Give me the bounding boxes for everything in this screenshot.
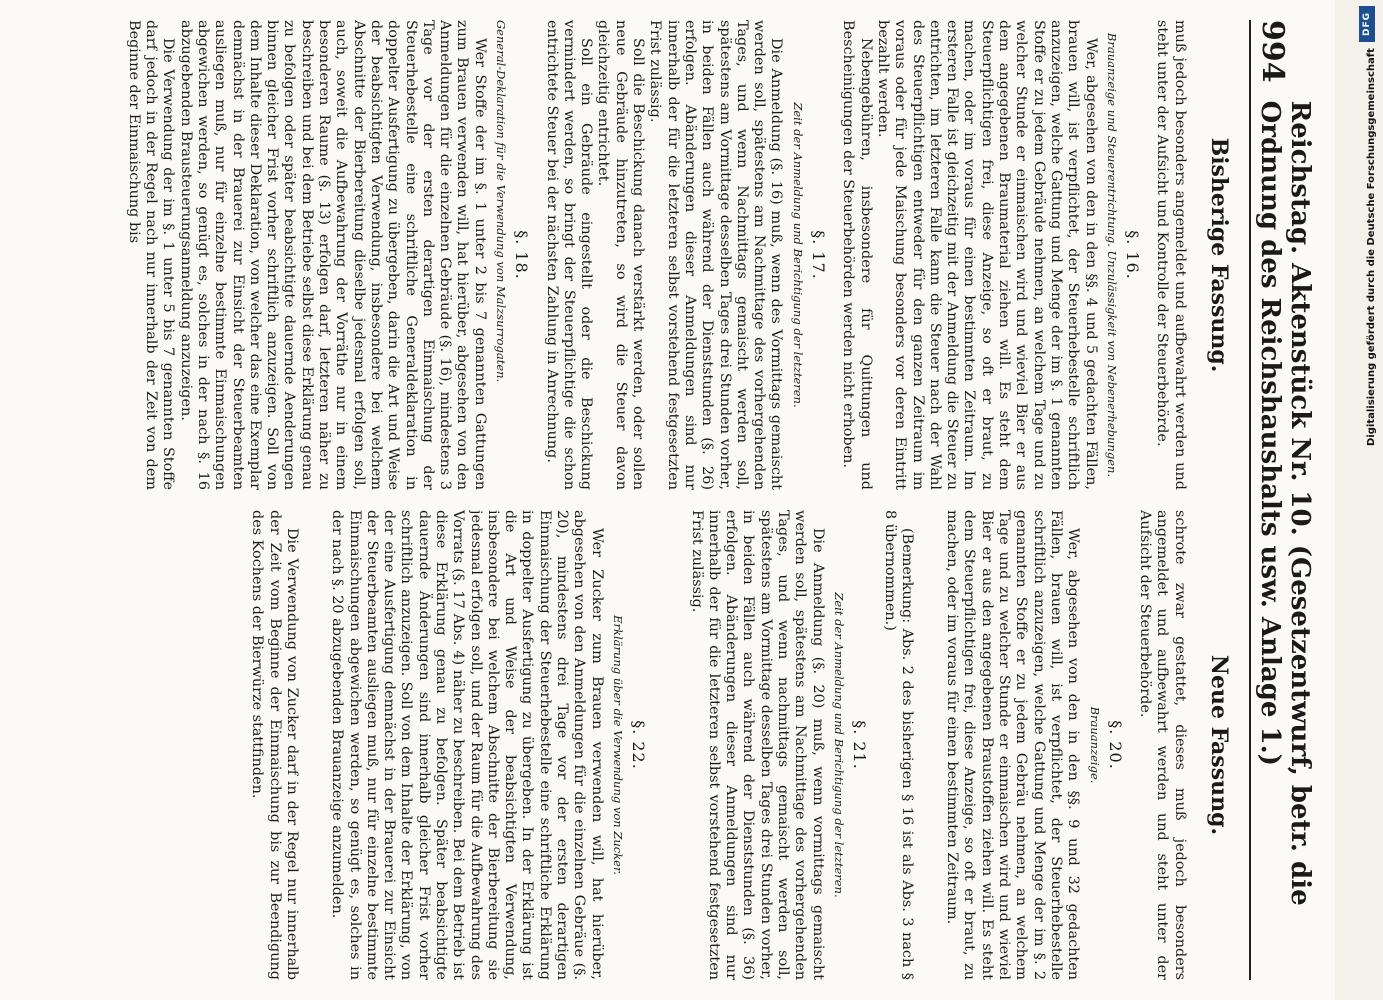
section-heading: §. 16. — [1123, 230, 1143, 280]
column-new-version — [20, 510, 1235, 980]
column-previous-version — [20, 20, 1235, 490]
section-subtitle: General-Deklaration für die Verwendung von Malzsurrogaten. — [494, 20, 509, 383]
paragraph: schrote zwar gestattet, dieses muß jedoch besonders angemeldet und aufbewahrt werden und steht unter der Aufsicht der Steuerbehörde. — [1137, 510, 1188, 980]
section-heading: §. 20. — [1105, 720, 1125, 770]
paragraph: muß jedoch besonders angemeldet und aufbewahrt werden und steht unter der Aufsicht und Kontrolle der Steuerbehörde. — [1154, 20, 1188, 490]
paragraph: Die Verwendung der im §. 1 unter 5 bis 7 genannten Stoffe darf jedoch in der Regel nach nur innerhalb der Zeit von dem Beginne der Einmaischung bis — [125, 20, 177, 490]
page-header — [1249, 20, 1315, 980]
section-heading: §. 22. — [629, 720, 649, 770]
paragraph: Nebengebühren, insbesondere für Quittungen und Bescheinigungen der Steuerbehörden werden nicht erhoben. — [840, 20, 874, 490]
page-title: Reichstag. Aktenstück Nr. 10. (Gesetzentwurf, betr. die Ordnung des Reichshaushalts usw. Anlage 1.) — [1255, 100, 1315, 906]
section-subtitle: Zeit der Anmeldung und Berichtigung der letzteren. — [831, 592, 846, 898]
section-heading: §. 17. — [809, 230, 829, 280]
section-heading: §. 18. — [512, 230, 532, 280]
paragraph: Wer Zucker zum Brauen verwenden will, hat hierüber, abgesehen von den Anmeldungen für die einzelnen Gebräue (§. 20), mindestens drei Tage vor der ersten derartigen Einmaischung der Steuerhebestelle eine schriftliche Erklärung in doppelter Ausfertigung zu übergeben. In der Erklärung ist die Art und Weise der beabsichtigten Verwendung, insbesondere bei welchem Abschnitte der Bierbereitung sie jedesmal erfolgen soll, und der Raum für die Aufbewahrung des Vorrats (§. 17 Abs. 4) näher zu beschreiben. Bei dem Betrieb ist diese Erklärung genau zu befolgen. Später beabsichtigte dauernde Änderungen sind innerhalb gleicher Frist vorher schriftlich anzuzeigen. Soll von dem Inhalte der Erklärung, von der eine Ausfertigung demnächst in der Brauerei zur Einsicht der Steuerbeamten ausliegen muß, nur für einzelne bestimmte Einmaischungen abgewichen werden, so genügt es, solches in der nach §. 20 abzugebenden Brauanzeige anzumelden. — [329, 510, 605, 980]
section-heading: §. 21. — [850, 720, 870, 770]
section-subtitle: Brauanzeige. — [1087, 706, 1102, 784]
paragraph: Wer, abgesehen von den in den §§. 9 und 32 gedachten Fällen, brauen will, ist verpflichtet, der Steuerhebestelle schriftlich anzuzeigen, welche Gattung und Menge der im §. 2 genannten Stoffe er zu jedem Gebräu nehmen, an welchem Tage und zu welcher Stunde er einmaischen wird und wieviel Bier er aus den angegebenen Braustoffen ziehen will. Es steht dem Steuerpflichtigen frei, diese Anzeige, so oft er braut, zu machen, oder im voraus für einen bestimmten Zeitraum. — [944, 510, 1082, 980]
paragraph: Die Anmeldung (§. 20) muß, wenn vormittags gemaischt werden soll, spätestens am Nachmittage des vorhergehenden Tages, und wenn nachmittags gemaischt werden soll, spätestens am Vormittage desselben Tages drei Stunden vorher, in beiden Fällen auch während der Dienststunden (§. 36) erfolgen. Abänderungen dieser Anmeldungen sind nur innerhalb der für die letzteren selbst vorstehend festgesetzten Frist zulässig. — [688, 510, 826, 980]
paragraph: Wer Stoffe der im §. 1 unter 2 bis 7 genannten Gattungen zum Brauen verwenden will, hat hierüber, abgesehen von den Anmeldungen für die einzelnen Gebräude (§. 16), mindestens 3 Tage vor der ersten derartigen Einmaischung der Steuerhebestelle eine schriftliche Generaldeklaration in doppelter Ausfertigung zu übergeben, darin die Art und Weise der beabsichtigten Verwendung, insbesondere bei welchem Abschnitte der Bierbereitung dieselbe jedesmal erfolgen soll, auch, soweit die Aufbewahrung der Vorräthe nur in einem besonderen Raume (§. 13) erfolgen darf, letzteren näher zu beschreiben und bei dem Betriebe selbst diese Erklärung genau zu befolgen oder später beabsichtigte dauernde Aenderungen binnen gleicher Frist vorher schriftlich anzuzeigen. Soll von dem Inhalte dieser Deklaration, von welcher das eine Exemplar demnächst in der Brauerei zur Einsicht der Steuerbeamten ausliegen muß, nur für einzelne bestimmte Einmaischungen abgewichen werden, so genügt es, solches in der nach §. 16 abzugebenden Brausteuerungsanmeldung anzuzeigen. — [177, 20, 488, 490]
paragraph: Soll ein Gebräude eingestellt oder die Beschickung vermindert werden, so bringt der Steuerpflichtige die schon entrichtete Steuer bei der nächsten Zahlung in Anrechnung. — [543, 20, 595, 490]
page-number: 994 — [1255, 20, 1290, 83]
paragraph: Wer, abgesehen von den in den §§. 4 und 5 gedachten Fällen, brauen will, ist verpflichtet, der Steuerhebestelle schriftlich anzuzeigen, welche Gattung und Menge der im §. 1 genannten Stoffe er zu jedem Gebräude nehmen, an welchem Tage und zu welcher Stunde er einmaischen wird und wieviel Bier er aus dem angegebenen Braumaterial ziehen will. Es steht dem Steuerpflichtigen frei, diese Anzeige, so oft er braut, zu machen, oder im voraus für einen bestimmten Zeitraum. Im ersteren Falle ist gleichzeitig mit der Anmeldung die Steuer zu entrichten, im letzteren Falle kann die Steuer nach der Wahl des Steuerpflichtigen entweder für den ganzen Zeitraum im voraus oder für jede Maischung besonders vor deren Eintritt bezahlt werden. — [874, 20, 1099, 490]
paragraph: Die Anmeldung (§. 16) muß, wenn des Vormittags gemaischt werden soll, spätestens am Nachmittage des vorhergehenden Tages, und wenn Nachmittags gemaischt werden soll, spätestens am Vormittage desselben Tages drei Stunden vorher, in beiden Fällen auch während der Dienststunden (§. 26) erfolgen. Abänderungen dieser Anmeldungen sind nur innerhalb der für die letzteren selbst vorstehend festgesetzten Frist zulässig. — [647, 20, 785, 490]
column-title-new: Neue Fassung. — [1206, 654, 1232, 836]
funding-note: Digitalisierung gefördert durch die Deutsche Forschungsgemeinschaft — [1366, 48, 1377, 446]
paragraph: Soll die Beschickung danach verstärkt werden, oder sollen neue Gebräude hinzutreten, so wird die Steuer davon gleichzeitig entrichtet. — [595, 20, 647, 490]
column-title-previous: Bisherige Fassung. — [1206, 137, 1232, 373]
paragraph: Die Verwendung von Zucker darf in der Regel nur innerhalb der Zeit vom Beginne der Einmaischung bis zur Beendigung des Kochens der Bierwürze stattfinden. — [249, 510, 300, 980]
section-subtitle: Brauanzeige und Steuerentrichtung. Unzulässigkeit von Nebenerhebungen. — [1104, 32, 1119, 478]
section-subtitle: Erklärung über die Verwendung von Zucker. — [610, 615, 625, 875]
editorial-note: (Bemerkung: Abs. 2 des bisherigen § 16 ist als Abs. 3 nach § 8 übernommen.) — [881, 510, 915, 980]
digitization-sidebar — [1347, 0, 1383, 1000]
section-subtitle: Zeit der Anmeldung und Berichtigung der letzteren. — [790, 102, 805, 408]
dfg-logo-icon: DFG — [1359, 6, 1375, 42]
